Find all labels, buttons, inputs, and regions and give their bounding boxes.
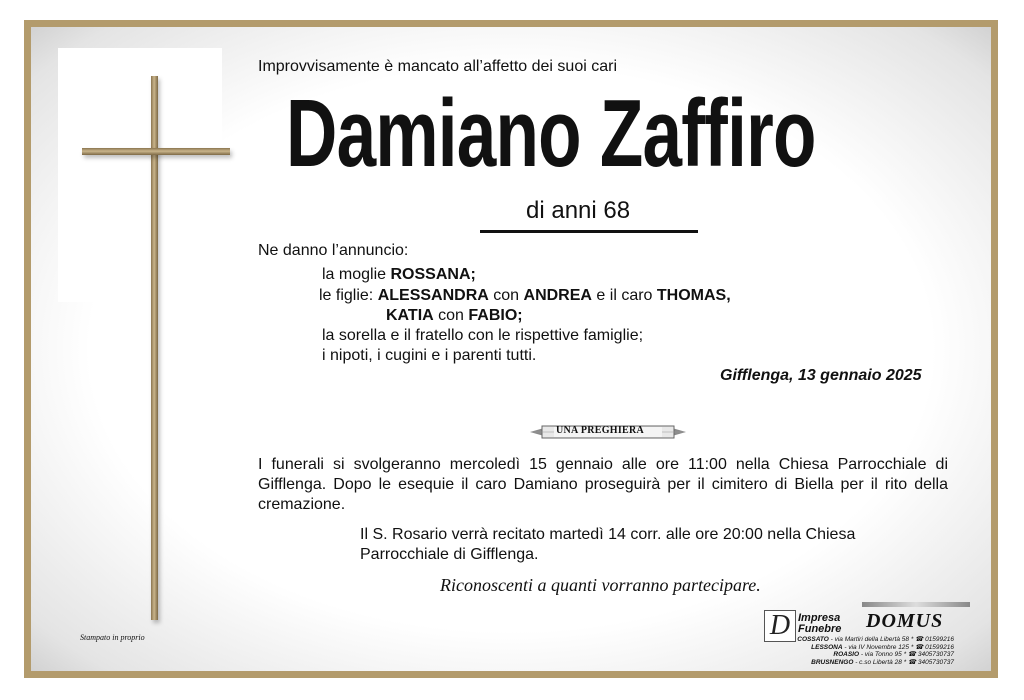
cross-icon bbox=[151, 76, 158, 620]
funeral-home-addresses bbox=[790, 636, 954, 666]
place-date: Gifflenga, 13 gennaio 2025 bbox=[720, 367, 922, 384]
funeral-home-brand: DOMUS bbox=[866, 610, 944, 632]
thanks-text: Riconoscenti a quanti vorranno partecipare. bbox=[440, 575, 761, 595]
funeral-paragraph: I funerali si svolgeranno mercoledì 15 gennaio alle ore 11:00 nella Chiesa Parrocchiale di Gifflenga. Dopo le esequie il caro Damiano proseguirà per il cimitero di Biella per il rito della cremazione. bbox=[258, 456, 948, 513]
age-underline bbox=[480, 230, 698, 233]
logo-band bbox=[862, 602, 970, 607]
funeral-home-line1: Impresa bbox=[798, 612, 841, 624]
prayer-banner-label: UNA PREGHIERA bbox=[556, 425, 645, 436]
deceased-name: Damiano Zaffiro bbox=[286, 80, 816, 187]
funeral-home-logo-icon: D bbox=[764, 610, 796, 642]
intro-text: Improvvisamente è mancato all’affetto dei suoi cari bbox=[258, 58, 617, 75]
address-line: COSSATO - via Martiri della Libertà 58 * ☎ 01599216 bbox=[797, 636, 954, 643]
announce-label: Ne danno l’annuncio: bbox=[258, 242, 409, 259]
cross-background bbox=[58, 48, 222, 302]
family-line: le figlie: ALESSANDRA con ANDREA e il caro THOMAS, bbox=[319, 287, 731, 304]
address-line: LESSONA - via IV Novembre 125 * ☎ 01599216 bbox=[811, 643, 954, 651]
family-line: la moglie ROSSANA; bbox=[322, 266, 476, 283]
funeral-home-line2: Funebre bbox=[798, 623, 842, 635]
printed-note: Stampato in proprio bbox=[80, 633, 145, 642]
address-line: ROASIO - via Tonno 95 * ☎ 3405730737 bbox=[833, 651, 954, 659]
cross-icon-bar bbox=[82, 148, 230, 155]
deceased-age: di anni 68 bbox=[526, 197, 631, 224]
address-line: BRUSNENGO - c.so Libertà 28 * ☎ 3405730737 bbox=[811, 658, 954, 666]
family-line: la sorella e il fratello con le rispettive famiglie; bbox=[322, 327, 644, 344]
family-line: i nipoti, i cugini e i parenti tutti. bbox=[322, 347, 537, 364]
family-line: KATIA con FABIO; bbox=[386, 307, 523, 324]
rosary-paragraph: Il S. Rosario verrà recitato martedì 14 corr. alle ore 20:00 nella Chiesa Parrocchiale di Gifflenga. bbox=[360, 526, 856, 563]
